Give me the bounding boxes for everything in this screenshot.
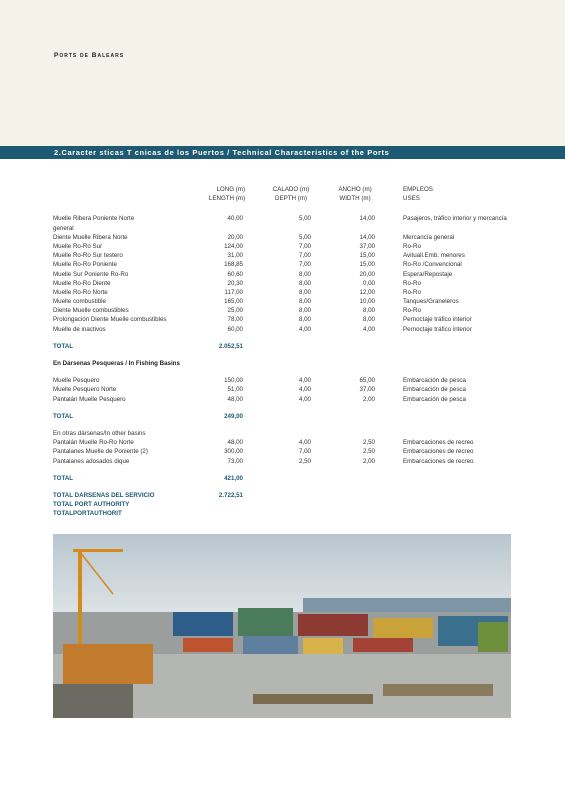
- berth-depth: 8,00: [298, 307, 311, 315]
- berth-length: 51,00: [227, 386, 243, 394]
- grand-total-row-3: [53, 510, 523, 519]
- berth-width: 0,00: [362, 279, 375, 287]
- berth-depth: 4,00: [298, 395, 311, 403]
- brand-name: Ports de Balears: [54, 52, 125, 59]
- berth-width: 37,00: [359, 386, 375, 394]
- berth-width: 8,00: [362, 316, 375, 324]
- berth-length: 60,60: [227, 270, 243, 278]
- grand-total-label-3: TOTALPORTAUTHORIT: [53, 510, 122, 518]
- berth-use: Avituall.Emb. menores: [403, 252, 465, 260]
- berth-name: Muelle Pesquero Norte: [53, 386, 117, 394]
- berth-use: Espera/Repostaje: [403, 270, 453, 278]
- berth-width: 15,00: [359, 261, 375, 269]
- berth-length: 20,00: [227, 233, 243, 241]
- total-row-3: [53, 475, 523, 484]
- berth-use: Pasajeros, tráfico interior y mercancía: [403, 215, 507, 223]
- section-title-bar: [0, 146, 565, 159]
- berth-name: general: [53, 224, 74, 232]
- berth-name: Muelle Sur Poniente Ro-Ro: [53, 270, 129, 278]
- berth-width: 4,00: [362, 325, 375, 333]
- berth-name: Muelle Ro-Ro Norte: [53, 288, 108, 296]
- berth-width: 14,00: [359, 215, 375, 223]
- table-row: [53, 307, 523, 316]
- berth-depth: 8,00: [298, 298, 311, 306]
- table-row: [53, 377, 523, 386]
- berth-name: Muelle Ribera Poniente Norte: [53, 215, 135, 223]
- berth-name: Pantalán Muelle Ro-Ro Norte: [53, 439, 134, 447]
- total-value: 2.052,51: [218, 342, 243, 350]
- technical-table: [53, 186, 523, 519]
- berth-length: 150,00: [224, 377, 243, 385]
- grand-total-label-2: TOTAL PORT AUTHORITY: [53, 501, 130, 509]
- grand-total-label-1: TOTAL DARSENAS DEL SERVICIO: [53, 491, 155, 499]
- berth-length: 117,00: [224, 288, 243, 296]
- main-rows: [53, 215, 523, 334]
- port-photo-icon: [53, 534, 511, 718]
- table-row: [53, 448, 523, 457]
- total-label: TOTAL: [53, 474, 74, 482]
- berth-depth: 4,00: [298, 386, 311, 394]
- berth-name: Diente Muelle Ribera Norte: [53, 233, 128, 241]
- berth-name: Pantalanes adosados dique: [53, 457, 130, 465]
- berth-name: Muelle Ro-Ro Sur testero: [53, 252, 123, 260]
- header-uses-en: USES: [403, 195, 420, 203]
- total-label: TOTAL: [53, 412, 74, 420]
- container-port-photo: [53, 534, 511, 718]
- table-row: [53, 280, 523, 289]
- berth-depth: 4,00: [298, 325, 311, 333]
- total-value: 249,00: [224, 412, 243, 420]
- berth-depth: 4,00: [298, 377, 311, 385]
- berth-width: 2,50: [362, 439, 375, 447]
- berth-length: 165,00: [224, 298, 243, 306]
- header-width-en: WIDTH (m): [339, 195, 371, 203]
- header-width: ANCHO (m): [338, 186, 372, 193]
- berth-use: Ro-Ro: [403, 242, 421, 250]
- fishing-rows: [53, 377, 523, 405]
- section-title: 2.Caracter sticas T cnicas de los Puertos / Technical Characteristics of the Ports: [54, 148, 390, 157]
- total-label: TOTAL: [53, 342, 74, 350]
- other-title: En otras dársenas/In other basins: [53, 429, 146, 437]
- berth-use: Pernoctaje tráfico interior: [403, 325, 472, 333]
- header-depth: CALADO (m): [272, 186, 310, 193]
- berth-name: Muelle Ro-Ro Poniente: [53, 261, 117, 269]
- table-row: [53, 271, 523, 280]
- berth-use: Mercancía general: [403, 233, 455, 241]
- berth-name: Muelle Pesquero: [53, 377, 100, 385]
- table-row: [53, 326, 523, 335]
- berth-depth: 5,00: [298, 215, 311, 223]
- table-row: [53, 261, 523, 270]
- berth-use: Ro-Ro: [403, 307, 421, 315]
- berth-name: Muelle Ro-Ro Sur: [53, 242, 103, 250]
- berth-width: 2,00: [362, 457, 375, 465]
- berth-use: Embarcaciones de recreo: [403, 457, 474, 465]
- other-rows: [53, 439, 523, 467]
- berth-width: 15,00: [359, 252, 375, 260]
- berth-name: Prolongación Diente Muelle combustibles: [53, 316, 167, 324]
- berth-depth: 5,00: [298, 233, 311, 241]
- berth-length: 168,85: [224, 261, 243, 269]
- berth-length: 25,00: [227, 307, 243, 315]
- grand-total-value: 2.722,51: [218, 491, 243, 499]
- berth-length: 60,00: [227, 325, 243, 333]
- table-row: [53, 289, 523, 298]
- header-length: LONG (m): [216, 186, 245, 193]
- table-row: [53, 252, 523, 261]
- berth-use: Embarcación de pesca: [403, 386, 466, 394]
- berth-name: Diente Muelle combustibles: [53, 307, 129, 315]
- berth-depth: 8,00: [298, 316, 311, 324]
- berth-depth: 8,00: [298, 288, 311, 296]
- berth-use: Embarcaciones de recreo: [403, 448, 474, 456]
- berth-depth: 2,50: [298, 457, 311, 465]
- table-row: [53, 396, 523, 405]
- header-band: [0, 0, 565, 146]
- total-row-1: [53, 343, 523, 352]
- berth-depth: 8,00: [298, 279, 311, 287]
- table-row: [53, 243, 523, 252]
- berth-width: 14,00: [359, 233, 375, 241]
- berth-use: Ro-Ro: [403, 279, 421, 287]
- berth-length: 124,00: [224, 242, 243, 250]
- berth-name: Pantalán Muelle Pesquero: [53, 395, 126, 403]
- berth-width: 20,00: [359, 270, 375, 278]
- berth-name: Pantalanes Muelle de Poniente (2): [53, 448, 148, 456]
- berth-depth: 8,00: [298, 270, 311, 278]
- berth-depth: 7,00: [298, 242, 311, 250]
- berth-length: 31,00: [227, 252, 243, 260]
- total-value: 421,00: [224, 474, 243, 482]
- berth-use: Pernoctaje tráfico interior: [403, 316, 472, 324]
- berth-use: Embarcación de pesca: [403, 377, 466, 385]
- berth-length: 40,00: [227, 215, 243, 223]
- table-header-row-1: [53, 186, 523, 195]
- berth-depth: 7,00: [298, 448, 311, 456]
- berth-width: 2,00: [362, 395, 375, 403]
- berth-width: 12,00: [359, 288, 375, 296]
- berth-length: 20,30: [227, 279, 243, 287]
- grand-total-row-2: [53, 501, 523, 510]
- header-uses: EMPLEOS: [403, 186, 433, 193]
- header-depth-en: DEPTH (m): [275, 195, 307, 203]
- berth-depth: 4,00: [298, 439, 311, 447]
- berth-length: 48,00: [227, 439, 243, 447]
- table-row: [53, 316, 523, 325]
- header-length-en: LENGTH (m): [208, 195, 245, 203]
- table-row: [53, 215, 523, 224]
- berth-use: Embarcaciones de recreo: [403, 439, 474, 447]
- berth-depth: 7,00: [298, 252, 311, 260]
- grand-total-row: [53, 492, 523, 501]
- table-row: [53, 458, 523, 467]
- table-row: [53, 439, 523, 448]
- berth-length: 300,00: [224, 448, 243, 456]
- table-row: [53, 234, 523, 243]
- berth-length: 78,00: [227, 316, 243, 324]
- berth-width: 10,00: [359, 298, 375, 306]
- berth-width: 2,50: [362, 448, 375, 456]
- berth-use: Tanques/Graneleros: [403, 298, 459, 306]
- other-section-title: [53, 430, 523, 439]
- fishing-section-title: [53, 360, 523, 369]
- fishing-title: En Dársenas Pesqueras / In Fishing Basins: [53, 360, 180, 367]
- berth-length: 48,00: [227, 395, 243, 403]
- table-row: [53, 386, 523, 395]
- total-row-2: [53, 413, 523, 422]
- berth-name: Muelle Ro-Ro Diente: [53, 279, 111, 287]
- berth-name: Muelle combustible: [53, 298, 106, 306]
- table-row: [53, 298, 523, 307]
- berth-name: Muelle de inactivos: [53, 325, 106, 333]
- berth-length: 73,00: [227, 457, 243, 465]
- table-row: [53, 225, 523, 234]
- berth-width: 8,00: [362, 307, 375, 315]
- berth-depth: 7,00: [298, 261, 311, 269]
- berth-use: Ro-Ro /Convencional: [403, 261, 462, 269]
- berth-use: Embarcación de pesca: [403, 395, 466, 403]
- berth-use: Ro-Ro: [403, 288, 421, 296]
- table-header-row-2: [53, 195, 523, 204]
- berth-width: 65,00: [359, 377, 375, 385]
- berth-width: 37,00: [359, 242, 375, 250]
